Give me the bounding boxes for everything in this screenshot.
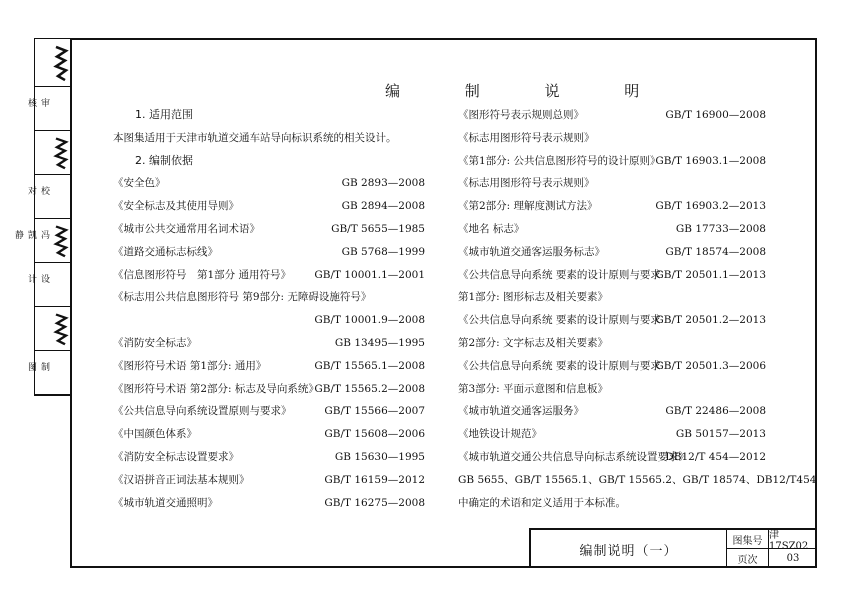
reference-code: GB/T 15608—2006 bbox=[324, 428, 425, 441]
reference-row bbox=[113, 172, 425, 195]
reference-row bbox=[458, 446, 766, 469]
reference-code: DB12/T 454—2012 bbox=[665, 450, 766, 463]
reference-row bbox=[113, 446, 425, 469]
reference-name: 《安全标志及其使用导则》 bbox=[113, 200, 239, 213]
reference-code: GB/T 22486—2008 bbox=[665, 405, 766, 418]
reference-name: 第1部分: 图形标志及相关要素》 bbox=[458, 291, 609, 304]
reference-code: GB 17733—2008 bbox=[675, 222, 766, 235]
reference-code: GB/T 15565.1—2008 bbox=[314, 359, 425, 372]
reference-row bbox=[458, 423, 766, 446]
sidebar-label: 审核 bbox=[26, 97, 49, 109]
sidebar-label: 冯凯静 bbox=[13, 229, 49, 241]
right-column bbox=[458, 104, 817, 514]
reference-row bbox=[458, 218, 766, 241]
reference-row bbox=[113, 400, 425, 423]
sidebar-label: 设计 bbox=[26, 273, 49, 285]
reference-code: GB/T 16159—2012 bbox=[324, 473, 425, 486]
signature-mark bbox=[53, 43, 69, 82]
paragraph-text: 中确定的术语和定义适用于本标准。 bbox=[458, 496, 626, 509]
reference-row bbox=[113, 241, 425, 264]
reference-code: GB/T 18574—2008 bbox=[665, 245, 766, 258]
reference-code: GB 13495—1995 bbox=[334, 336, 425, 349]
sidebar-label: 校对 bbox=[26, 185, 49, 197]
reference-code: GB/T 16275—2008 bbox=[324, 496, 425, 509]
reference-code: GB/T 20501.3—2006 bbox=[655, 359, 766, 372]
reference-name: 《公共信息导向系统设置原则与要求》 bbox=[113, 405, 292, 418]
sidebar-cell bbox=[35, 131, 71, 175]
atlas-value: 津17SZ02 bbox=[769, 530, 817, 549]
reference-name: 《第2部分: 理解度测试方法》 bbox=[458, 200, 598, 213]
reference-name: 《图形符号术语 第2部分: 标志及导向系统》 bbox=[113, 382, 319, 395]
paragraph-text: 本图集适用于天津市轨道交通车站导向标识系统的相关设计。 bbox=[113, 131, 397, 144]
reference-name: 《城市轨道交通公共信息导向标志系统设置要求》 bbox=[458, 450, 689, 463]
sidebar-cell bbox=[35, 307, 71, 351]
section-heading bbox=[113, 150, 425, 173]
reference-row bbox=[458, 378, 766, 401]
reference-name: 《第1部分: 公共信息图形符号的设计原则》 bbox=[458, 154, 661, 167]
reference-code: GB/T 20501.1—2013 bbox=[655, 268, 766, 281]
section-heading bbox=[113, 104, 425, 127]
heading-text: 1. 适用范围 bbox=[135, 108, 193, 121]
reference-name: 《城市轨道交通照明》 bbox=[113, 496, 218, 509]
left-column bbox=[113, 104, 425, 514]
reference-name: 第3部分: 平面示意图和信息板》 bbox=[458, 382, 609, 395]
signature-mark bbox=[53, 135, 69, 170]
paragraph-text: GB 5655、GB/T 15565.1、GB/T 15565.2、GB/T 18574、DB12/T454 bbox=[458, 473, 817, 486]
reference-row bbox=[458, 264, 766, 287]
sidebar-cell bbox=[13, 219, 71, 263]
reference-name: 《图形符号表示规则总则》 bbox=[458, 109, 584, 121]
reference-name: 《消防安全标志》 bbox=[113, 336, 197, 349]
reference-code: GB/T 15566—2007 bbox=[324, 405, 425, 418]
reference-name: 《城市轨道交通客运服务标志》 bbox=[458, 245, 605, 258]
reference-name: 《中国颜色体系》 bbox=[113, 428, 197, 441]
reference-code: GB 5768—1999 bbox=[341, 245, 425, 258]
reference-row bbox=[113, 218, 425, 241]
page-value: 03 bbox=[786, 553, 800, 564]
reference-code: GB/T 5655—1985 bbox=[331, 222, 425, 235]
reference-row bbox=[458, 309, 766, 332]
reference-row bbox=[113, 286, 425, 309]
sidebar-cell bbox=[26, 87, 71, 131]
reference-row bbox=[113, 423, 425, 446]
reference-code: GB/T 16903.1—2008 bbox=[655, 154, 766, 167]
sidebar-cell bbox=[26, 263, 71, 307]
paragraph bbox=[458, 492, 766, 515]
reference-name: 《标志用图形符号表示规则》 bbox=[458, 131, 595, 144]
reference-row bbox=[458, 286, 766, 309]
reference-row bbox=[458, 127, 766, 150]
reference-code: GB/T 15565.2—2008 bbox=[314, 382, 425, 395]
paragraph bbox=[458, 469, 817, 492]
reference-row bbox=[113, 469, 425, 492]
reference-name: 《信息图形符号 第1部分 通用符号》 bbox=[113, 268, 292, 281]
reference-row bbox=[113, 309, 425, 332]
title-block bbox=[529, 528, 817, 568]
sidebar-label: 制图 bbox=[26, 361, 49, 373]
reference-code: GB/T 10001.9—2008 bbox=[314, 314, 425, 327]
reference-code: GB/T 16900—2008 bbox=[665, 109, 766, 121]
signature-mark bbox=[53, 223, 69, 258]
reference-name: 《安全色》 bbox=[113, 177, 166, 190]
page-label: 页次 bbox=[727, 549, 769, 568]
sidebar-cell bbox=[26, 351, 71, 395]
reference-name: 《消防安全标志设置要求》 bbox=[113, 450, 239, 463]
reference-row bbox=[458, 332, 766, 355]
reference-row bbox=[113, 332, 425, 355]
reference-row bbox=[458, 172, 766, 195]
signature-mark bbox=[53, 311, 69, 346]
reference-row bbox=[113, 492, 425, 515]
paragraph bbox=[113, 127, 425, 150]
reference-name: 第2部分: 文字标志及相关要素》 bbox=[458, 336, 609, 349]
reference-name: 《城市轨道交通客运服务》 bbox=[458, 405, 584, 418]
reference-row bbox=[113, 264, 425, 287]
reference-row bbox=[113, 355, 425, 378]
reference-code: GB 50157—2013 bbox=[675, 428, 766, 441]
reference-code: GB 2894—2008 bbox=[341, 200, 425, 213]
reference-row bbox=[113, 195, 425, 218]
sidebar-cell bbox=[26, 175, 71, 219]
reference-row bbox=[458, 400, 766, 423]
reference-name: 《城市公共交通常用名词术语》 bbox=[113, 222, 260, 235]
reference-row bbox=[458, 104, 766, 127]
reference-code: GB/T 10001.1—2001 bbox=[314, 268, 425, 281]
page-title: 编 制 说 明 bbox=[385, 82, 670, 100]
reference-name: 《标志用公共信息图形符号 第9部分: 无障碍设施符号》 bbox=[113, 291, 372, 304]
reference-row bbox=[458, 195, 766, 218]
reference-row bbox=[458, 355, 766, 378]
reference-name: 《地名 标志》 bbox=[458, 222, 525, 235]
reference-row bbox=[113, 378, 425, 401]
reference-name: 《汉语拼音正词法基本规则》 bbox=[113, 473, 250, 486]
atlas-label: 图集号 bbox=[727, 530, 769, 549]
reference-row bbox=[458, 241, 766, 264]
reference-name: 《地铁设计规范》 bbox=[458, 428, 542, 441]
reference-row bbox=[458, 150, 766, 173]
reference-name: 《公共信息导向系统 要素的设计原则与要求 bbox=[458, 314, 661, 327]
sidebar-cell bbox=[35, 39, 71, 87]
reference-code: GB/T 20501.2—2013 bbox=[655, 314, 766, 327]
reference-name: 《公共信息导向系统 要素的设计原则与要求 bbox=[458, 268, 661, 281]
heading-text: 2. 编制依据 bbox=[135, 153, 193, 167]
reference-name: 《道路交通标志标线》 bbox=[113, 245, 218, 258]
title-block-title: 编制说明（一） bbox=[531, 530, 727, 568]
approval-sidebar bbox=[13, 38, 72, 396]
reference-name: 《标志用图形符号表示规则》 bbox=[458, 177, 595, 190]
reference-name: 《图形符号术语 第1部分: 通用》 bbox=[113, 359, 267, 372]
reference-code: GB 2893—2008 bbox=[341, 177, 425, 190]
reference-name: 《公共信息导向系统 要素的设计原则与要求 bbox=[458, 359, 661, 372]
reference-code: GB 15630—1995 bbox=[334, 450, 425, 463]
reference-code: GB/T 16903.2—2013 bbox=[655, 200, 766, 213]
